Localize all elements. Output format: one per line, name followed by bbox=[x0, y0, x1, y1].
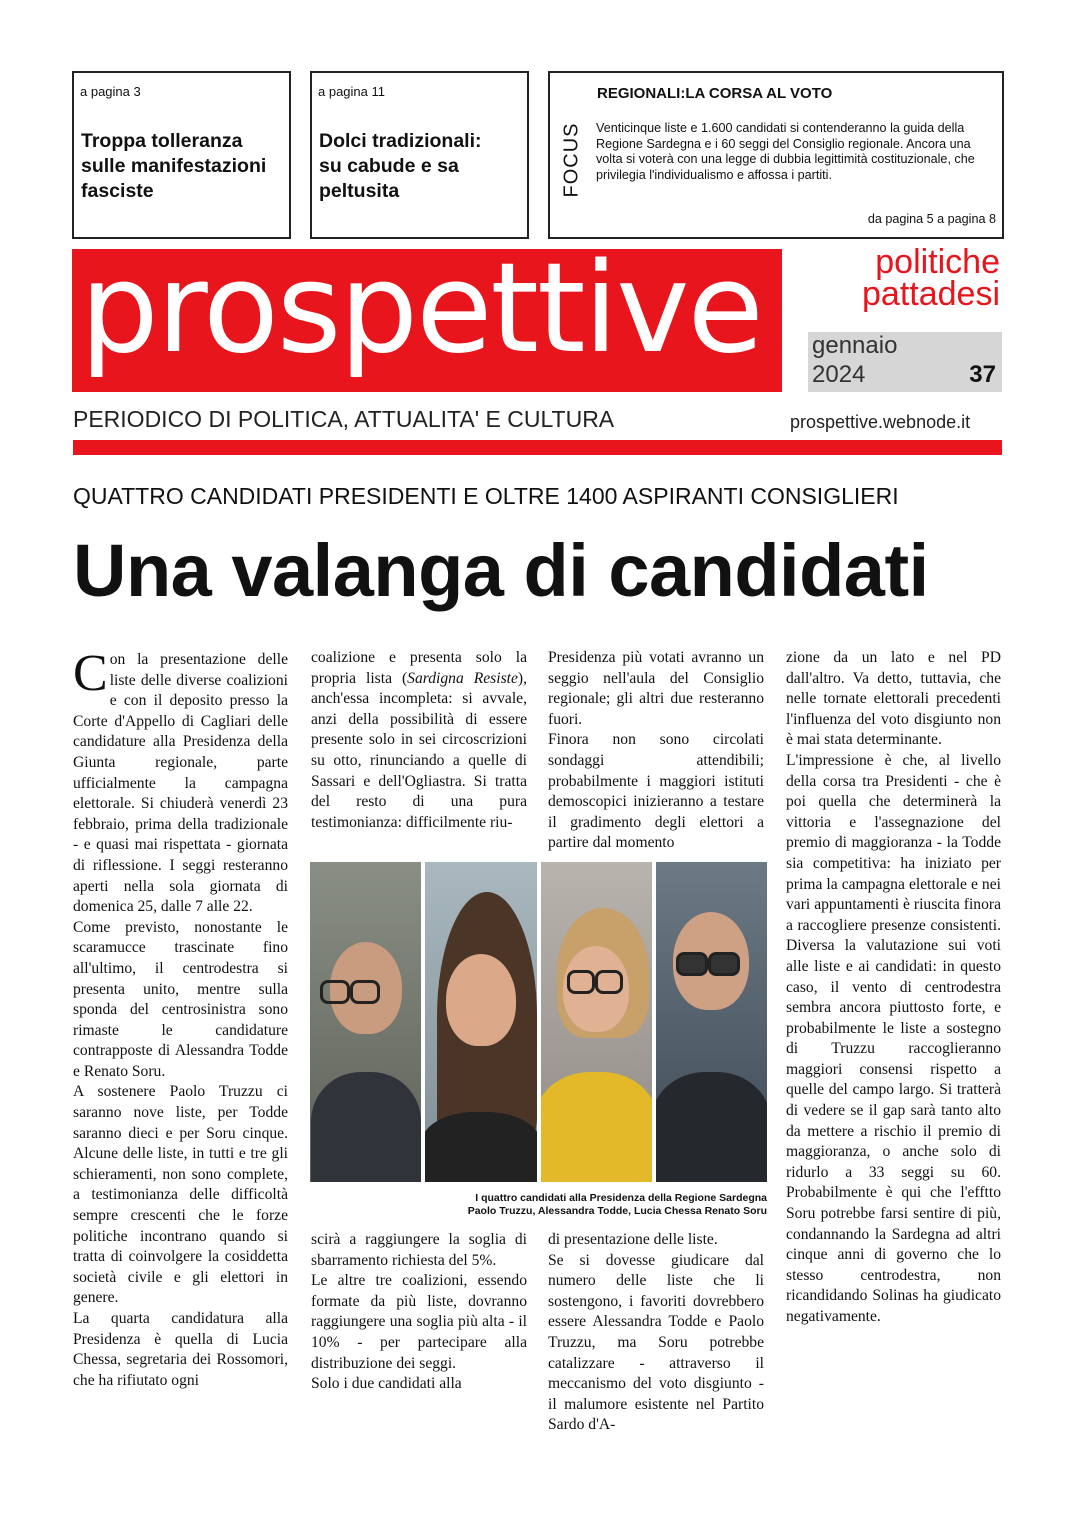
paragraph: Se si dovesse giudicare dal numero delle liste che li sostengono, i favoriti dovrebbero essere Alessandra Todde e Paolo Truzzu, ma Soru potrebbe catalizzare - attraverso il meccanismo del voto disgiunto - il malumore esistente nel Partito Sardo d'A- bbox=[548, 1251, 764, 1434]
paragraph: Come previsto, nonostante le scaramucce trascinate fino all'ultimo, il centrodestra si presenta unito, mentre sulla sponda del centrosinistra sono rimaste le candidature contrapposte di Alessandra Todde e Renato Soru. bbox=[73, 918, 288, 1080]
issue-month: gennaio bbox=[812, 332, 898, 359]
issue-box bbox=[808, 332, 1002, 392]
masthead-logo: prospettive bbox=[72, 249, 782, 392]
paragraph: Presidenza più votati avranno un seggio nell'aula del Consiglio regionale; gli altri due resteranno fuori. bbox=[548, 649, 764, 728]
subtitle-line-2: pattadesi bbox=[862, 275, 1000, 313]
paragraph: La quarta candidatura alla Presidenza è quella di Lucia Chessa, segretaria dei Rossomori, che ha rifiutato ogni bbox=[73, 1310, 288, 1389]
teaser-headline: Troppa tolleranza sulle manifestazioni fasciste bbox=[81, 130, 267, 202]
teaser-headline: Dolci tradizionali: su cabude e sa peltusita bbox=[319, 130, 482, 202]
teaser-page-ref: a pagina 3 bbox=[80, 84, 141, 99]
paragraph: Le altre tre coalizioni, essendo formate da più liste, dovranno raggiungere una soglia più alta - il 10% - per partecipare alla distribuzione dei seggi. bbox=[311, 1272, 527, 1372]
paragraph: A sostenere Paolo Truzzu ci saranno nove liste, per Todde saranno dieci e per Soru cinque. Alcune delle liste, in tutti e tre gli schieramenti, non sono complete, a testimonianza delle difficoltà sempre crescenti che le forze politiche incontrano quando si tratta di coinvolgere la cosiddetta società civile e gli elettori in genere. bbox=[73, 1083, 288, 1307]
focus-text: Venticinque liste e 1.600 candidati si contenderanno la guida della Regione Sardegna e i 60 seggi del Consiglio regionale. Ancora una volta si voterà con una legge di dubbia legittimità costituzionale, che privilegia l'individualismo e affossa i partiti. bbox=[596, 121, 975, 182]
portrait-paolo-truzzu bbox=[310, 862, 421, 1182]
photo-caption: I quattro candidati alla Presidenza della Regione Sardegna Paolo Truzzu, Alessandra Todde, Lucia Chessa Renato Soru bbox=[467, 1192, 767, 1217]
drop-cap: C bbox=[73, 645, 108, 702]
teaser-page-ref: a pagina 11 bbox=[318, 84, 385, 99]
website-link[interactable]: prospettive.webnode.it bbox=[790, 412, 971, 432]
focus-label: FOCUS bbox=[560, 122, 583, 198]
article-column-4 bbox=[786, 648, 1001, 1328]
paragraph: Finora non sono circolati sondaggi attendibili; probabilmente i maggiori istituti demoscopici inizieranno a testare il gradimento degli elettori a partire dal momento bbox=[548, 731, 764, 852]
paragraph: Solo i due candidati alla bbox=[311, 1375, 462, 1393]
masthead-subtitle bbox=[808, 243, 1000, 313]
issue-number: 37 bbox=[969, 361, 996, 388]
paragraph: di presentazione delle liste. bbox=[548, 1231, 718, 1248]
article-column-3-top bbox=[548, 648, 764, 854]
focus-title: REGIONALI:LA CORSA AL VOTO bbox=[597, 85, 833, 102]
focus-page-ref: da pagina 5 a pagina 8 bbox=[867, 212, 996, 226]
paragraph: coalizione e presenta solo la propria lista (Sardigna Resiste), anch'essa incompleta: si avvale, anzi della possibilità di essere presente solo in sei circoscrizioni su otto, rinunciando a quelle di Sassari e dell'Ogliastra. Si tratta del resto di una pura testimonianza: difficilmente riu- bbox=[311, 649, 527, 831]
paragraph: Con la presentazione delle liste delle diverse coalizioni e con il deposito presso la Corte d'Appello di Cagliari delle candidature alla Presidenza della Giunta regionale, parte ufficialmente la campagna elettorale. Si chiuderà venerdì 23 febbraio, prima della tradizionale - e quasi mai rispettata - giornata di riflessione. I seggi resteranno aperti nella sola giornata di domenica 25, dalle 7 alle 22. bbox=[73, 645, 288, 916]
subtitle-line-1: politiche bbox=[875, 243, 1000, 281]
article-kicker: QUATTRO CANDIDATI PRESIDENTI E OLTRE 1400 ASPIRANTI CONSIGLIERI bbox=[73, 483, 899, 509]
article-column-2-top bbox=[311, 648, 527, 833]
article-column-1 bbox=[73, 645, 288, 1391]
paragraph: L'impressione è che, al livello della corsa tra Presidenti - che è poi quella che determinerà la vittoria e l'assegnazione del premio di maggioranza - la Todde sia competitiva: ha iniziato per prima la campagna elettorale e nei vari appuntamenti è riuscita finora a raccogliere presenze consistenti. Diversa la valutazione sui voti alle liste e ai candidati: in questo caso, il vento di centrodestra sembra ancora piuttosto forte, e probabilmente le liste a sostegno di Truzzu raccoglieranno maggiori consensi rispetto a quelle del campo largo. Si tratterà di vedere se il gap sarà tanto alto da mettere a rischio il premio di maggioranza, o anche solo di ridurlo a 33 seggi su 60. Probabilmente è qui che l'efftto Soru potrebbe farsi sentire di più, condannando la Sardegna ad altri cinque anni di governo che lo stesso centrodestra, non ricandidando Solinas ha giudicato negativamente. bbox=[786, 751, 1001, 1325]
article-column-3-bottom bbox=[548, 1230, 764, 1436]
divider-bar bbox=[73, 440, 1002, 455]
tagline: PERIODICO DI POLITICA, ATTUALITA' E CULTURA bbox=[73, 406, 615, 432]
portrait-alessandra-todde bbox=[425, 862, 536, 1182]
article-column-2-bottom bbox=[311, 1230, 527, 1395]
teaser-box-1[interactable] bbox=[72, 71, 291, 239]
paragraph: zione da un lato e nel PD dall'altro. Va detto, tuttavia, che nelle tornate elettorali precedenti l'influenza del voto disgiunto non è mai stata determinante. bbox=[786, 649, 1001, 749]
portrait-lucia-chessa bbox=[541, 862, 652, 1182]
candidates-photo bbox=[310, 862, 767, 1182]
portrait-renato-soru bbox=[656, 862, 767, 1182]
paragraph: scirà a raggiungere la soglia di sbarramento richiesta del 5%. bbox=[311, 1231, 527, 1269]
issue-year: 2024 bbox=[812, 361, 866, 388]
teaser-box-2[interactable] bbox=[310, 71, 529, 239]
article-headline: Una valanga di candidati bbox=[73, 529, 929, 612]
